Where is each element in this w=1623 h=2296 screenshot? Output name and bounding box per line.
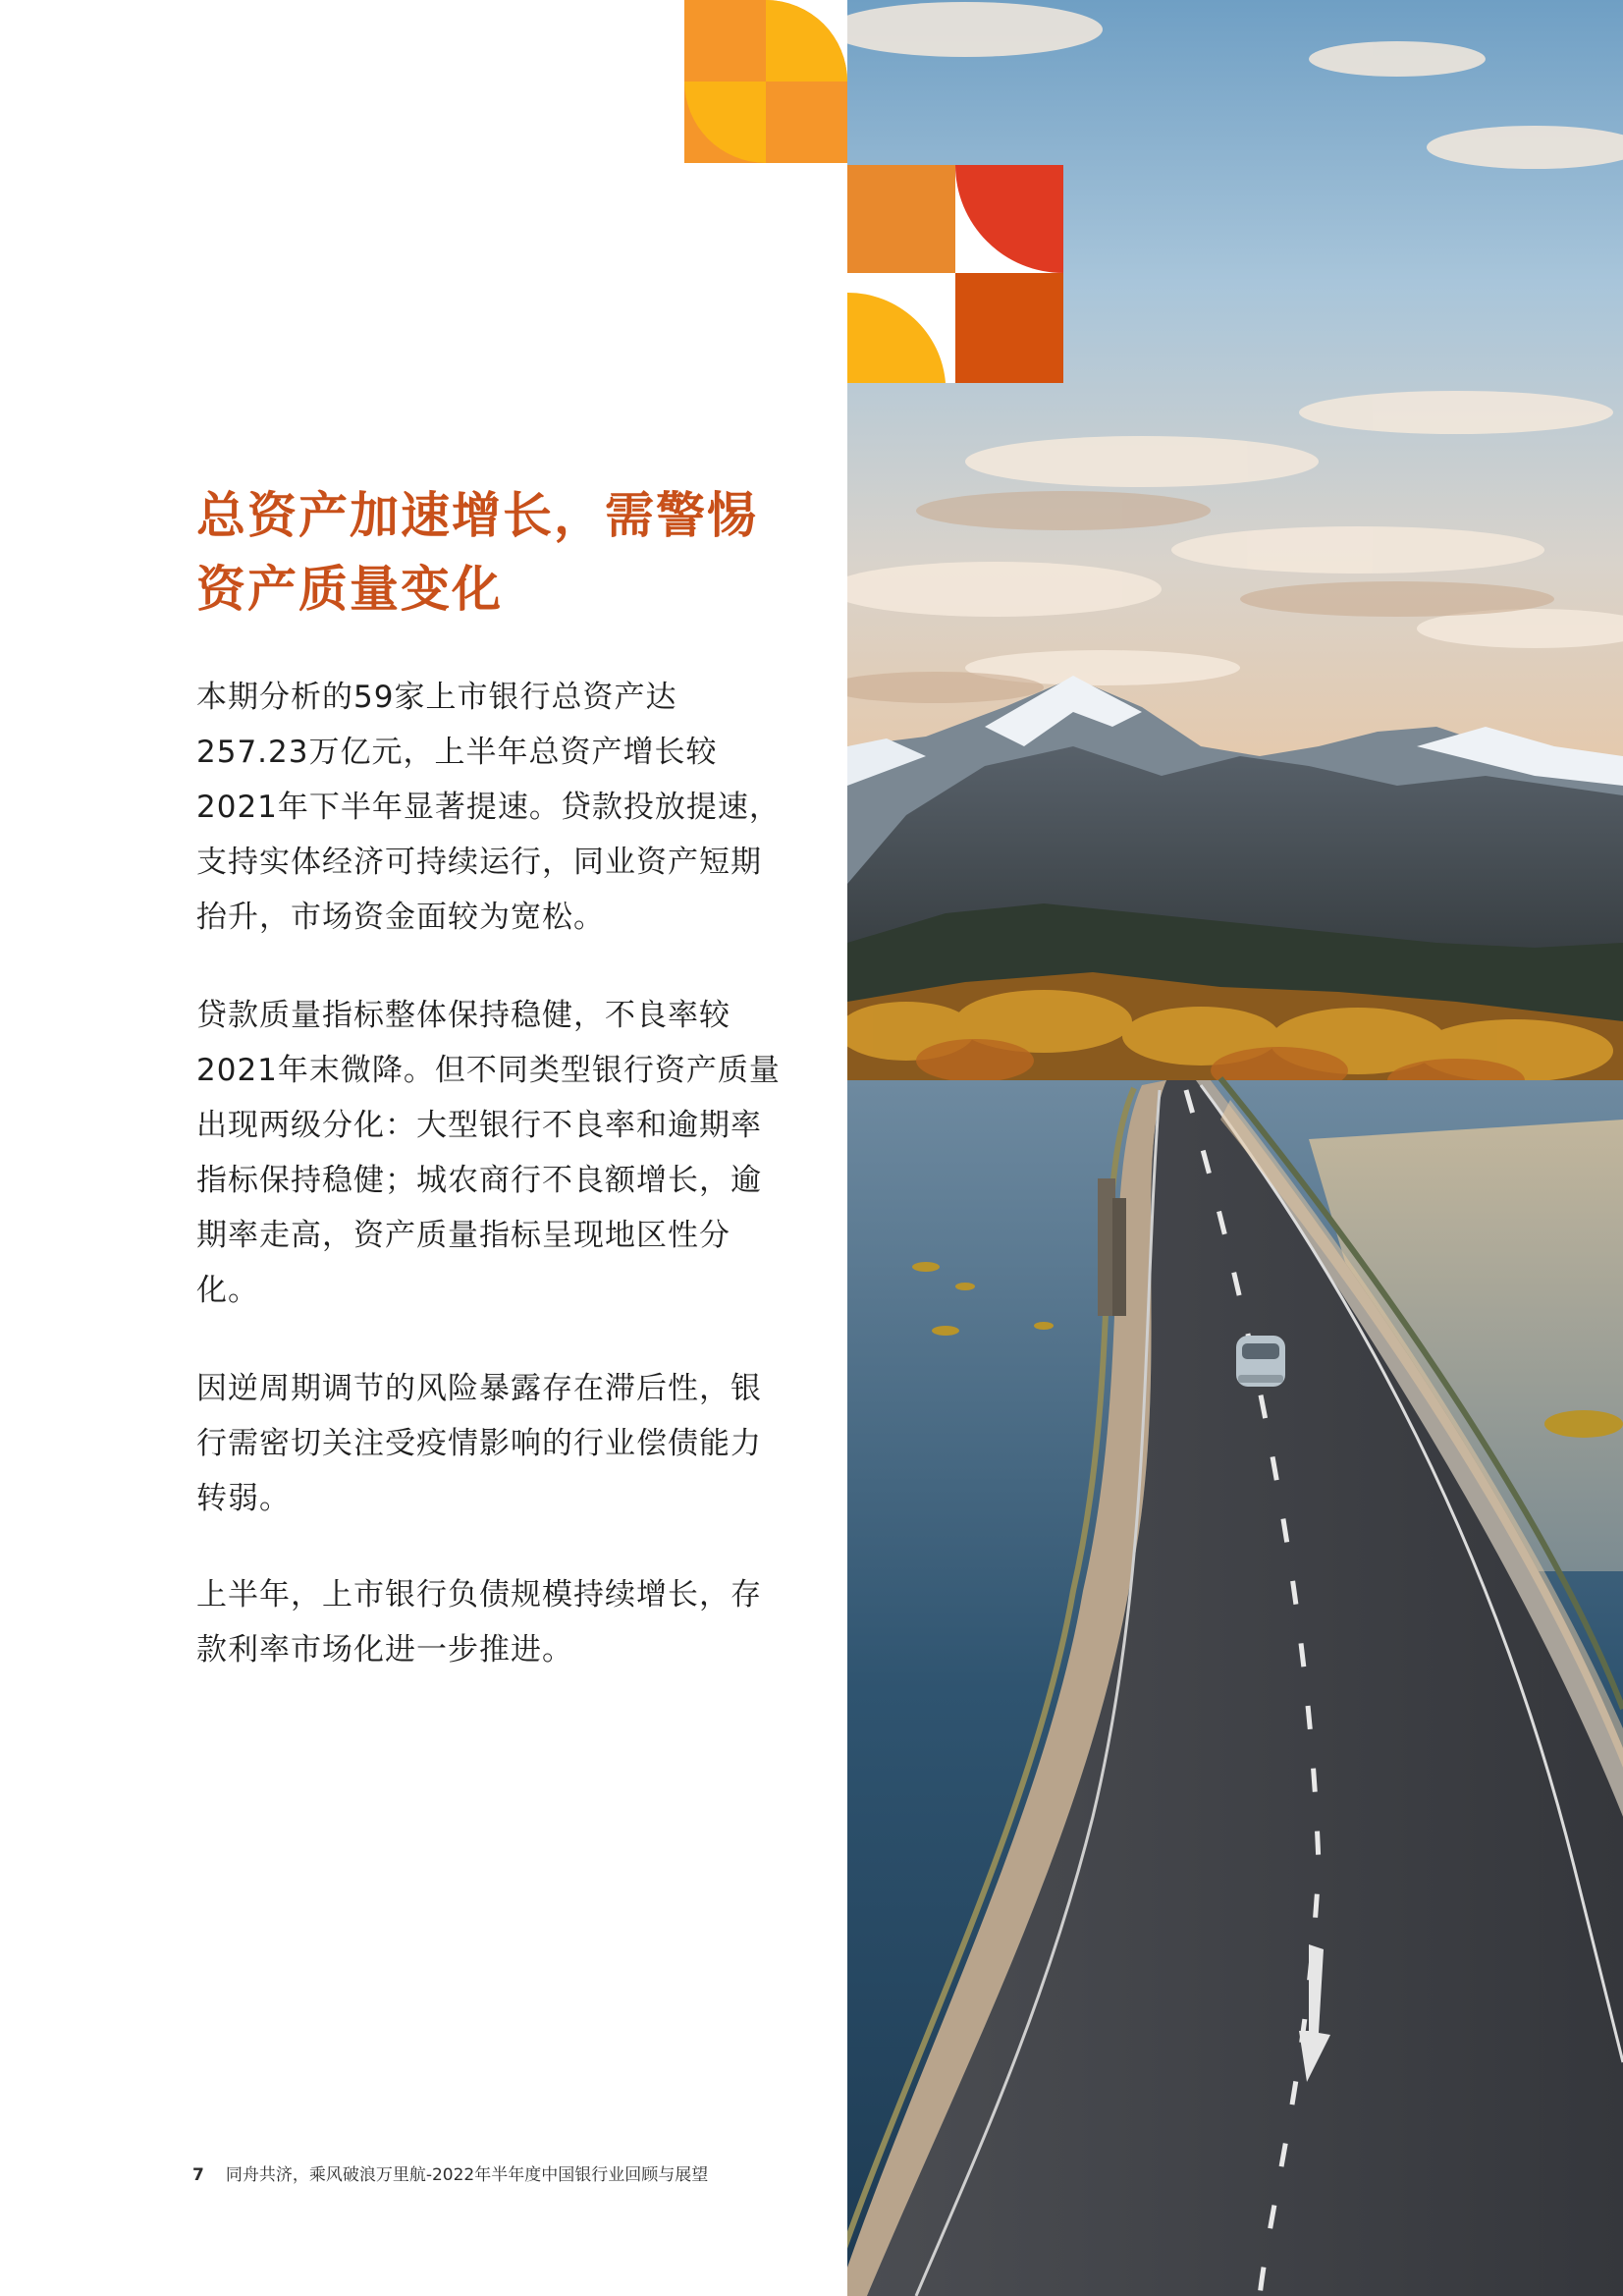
- footer-title: 同舟共济，乘风破浪万里航-2022年半年度中国银行业回顾与展望: [225, 2165, 709, 2185]
- paragraph-liabilities: 上半年，上市银行负债规模持续增长，存款利率市场化进一步推进。: [196, 1577, 762, 1667]
- paragraph-risk-exposure: 因逆周期调节的风险暴露存在滞后性，银行需密切关注受疫情影响的行业偿债能力转弱。: [196, 1371, 762, 1516]
- page-number: 7: [192, 2165, 204, 2185]
- paragraph-loan-quality: 贷款质量指标整体保持稳健，不良率较2021年末微降。但不同类型银行资产质量出现两级分化：大型银行不良率和逾期率指标保持稳健；城农商行不良额增长，逾期率走高，资产质量指标呈现地区性分化。: [196, 998, 781, 1308]
- section-heading: 总资产加速增长，需警惕资产质量变化: [196, 487, 758, 618]
- decorative-blocks: [684, 0, 1063, 383]
- paragraph-total-assets: 本期分析的59家上市银行总资产达257.23万亿元，上半年总资产增长较2021年下半年显著提速。贷款投放提速，支持实体经济可持续运行，同业资产短期抬升，市场资金面较为宽松。: [196, 680, 781, 935]
- page-footer: [192, 2160, 831, 2185]
